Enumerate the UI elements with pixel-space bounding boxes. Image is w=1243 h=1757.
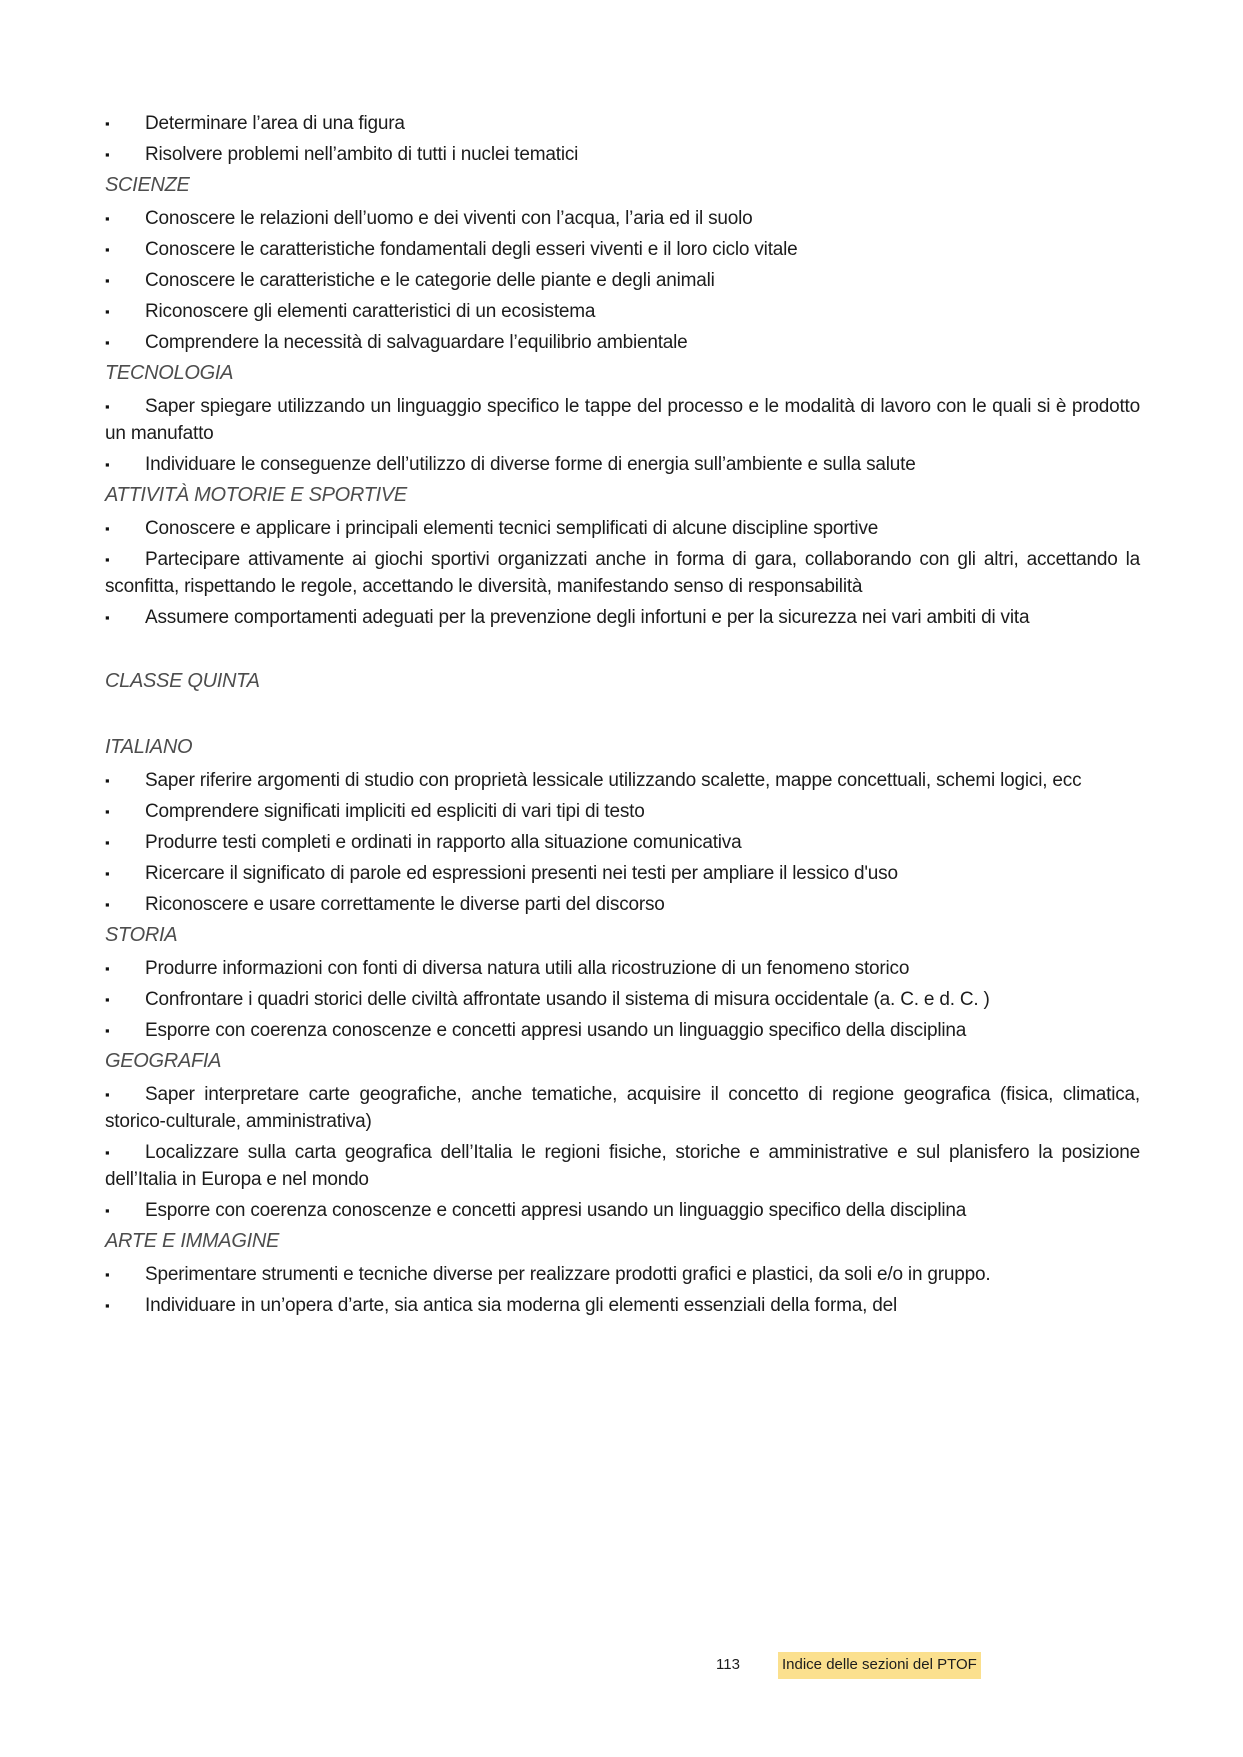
bullet-text: Conoscere e applicare i principali elementi tecnici semplificati di alcune discipline sportive — [145, 518, 879, 539]
bullet-text: Conoscere le caratteristiche fondamentali degli esseri viventi e il loro ciclo vitale — [145, 239, 798, 260]
bullet-square-icon: ▪ — [105, 242, 110, 257]
bullet-square-icon: ▪ — [105, 992, 110, 1007]
bullet-item — [105, 1139, 1140, 1193]
page-number: 113 — [716, 1656, 740, 1673]
section-heading: SCIENZE — [105, 174, 190, 196]
bullet-square-icon: ▪ — [105, 804, 110, 819]
bullet-square-icon: ▪ — [105, 147, 110, 162]
section-heading: GEOGRAFIA — [105, 1050, 222, 1072]
bullet-item — [105, 604, 1140, 631]
bullet-square-icon: ▪ — [105, 273, 110, 288]
ptof-index-link[interactable]: Indice delle sezioni del PTOF — [778, 1652, 981, 1679]
bullet-square-icon: ▪ — [105, 521, 110, 536]
bullet-text: Comprendere la necessità di salvaguardare l’equilibrio ambientale — [145, 332, 688, 353]
bullet-item — [105, 267, 1140, 294]
bullet-square-icon: ▪ — [105, 211, 110, 226]
bullet-square-icon: ▪ — [105, 1087, 110, 1102]
bullet-text: Risolvere problemi nell’ambito di tutti i nuclei tematici — [145, 144, 579, 165]
bullet-square-icon: ▪ — [105, 866, 110, 881]
bullet-text: Produrre informazioni con fonti di diversa natura utili alla ricostruzione di un fenomeno storico — [145, 958, 910, 979]
bullet-text: Assumere comportamenti adeguati per la prevenzione degli infortuni e per la sicurezza nei vari ambiti di vita — [145, 607, 1030, 628]
document-body — [105, 110, 1140, 1323]
bullet-text: Partecipare attivamente ai giochi sportivi organizzati anche in forma di gara, collaborando con gli altri, accettando la sconfitta, rispettando le regole, accettando le diversità, manifestando senso di responsabilità — [105, 549, 1140, 597]
bullet-square-icon: ▪ — [105, 961, 110, 976]
bullet-text: Ricercare il significato di parole ed espressioni presenti nei testi per ampliare il lessico d'uso — [145, 863, 898, 884]
bullet-item — [105, 393, 1140, 447]
bullet-text: Saper riferire argomenti di studio con proprietà lessicale utilizzando scalette, mappe concettuali, schemi logici, ecc — [145, 770, 1082, 791]
bullet-square-icon: ▪ — [105, 304, 110, 319]
bullet-text: Riconoscere e usare correttamente le diverse parti del discorso — [145, 894, 665, 915]
bullet-item — [105, 955, 1140, 982]
vertical-spacer — [105, 635, 1140, 665]
bullet-item — [105, 298, 1140, 325]
bullet-text: Conoscere le caratteristiche e le categorie delle piante e degli animali — [145, 270, 715, 291]
bullet-item — [105, 515, 1140, 542]
section-heading: ITALIANO — [105, 736, 193, 758]
bullet-square-icon: ▪ — [105, 457, 110, 472]
section-heading: STORIA — [105, 924, 178, 946]
bullet-item — [105, 205, 1140, 232]
section-heading: ARTE E IMMAGINE — [105, 1230, 280, 1252]
bullet-item — [105, 1017, 1140, 1044]
bullet-square-icon: ▪ — [105, 835, 110, 850]
bullet-square-icon: ▪ — [105, 1267, 110, 1282]
bullet-square-icon: ▪ — [105, 897, 110, 912]
bullet-item — [105, 767, 1140, 794]
bullet-item — [105, 329, 1140, 356]
section-heading: CLASSE QUINTA — [105, 670, 260, 692]
bullet-item — [105, 110, 1140, 137]
bullet-text: Conoscere le relazioni dell’uomo e dei viventi con l’acqua, l’aria ed il suolo — [145, 208, 753, 229]
bullet-item — [105, 546, 1140, 600]
bullet-square-icon: ▪ — [105, 1145, 110, 1160]
bullet-square-icon: ▪ — [105, 399, 110, 414]
bullet-item — [105, 236, 1140, 263]
bullet-square-icon: ▪ — [105, 1203, 110, 1218]
bullet-text: Comprendere significati impliciti ed espliciti di vari tipi di testo — [145, 801, 645, 822]
bullet-text: Sperimentare strumenti e tecniche diverse per realizzare prodotti grafici e plastici, da soli e/o in gruppo. — [145, 1264, 991, 1285]
bullet-item — [105, 891, 1140, 918]
vertical-spacer — [105, 701, 1140, 731]
bullet-square-icon: ▪ — [105, 116, 110, 131]
bullet-item — [105, 141, 1140, 168]
bullet-square-icon: ▪ — [105, 773, 110, 788]
bullet-text: Produrre testi completi e ordinati in rapporto alla situazione comunicativa — [145, 832, 742, 853]
bullet-text: Confrontare i quadri storici delle civiltà affrontate usando il sistema di misura occidentale (a. C. e d. C. ) — [145, 989, 990, 1010]
section-heading: TECNOLOGIA — [105, 362, 234, 384]
bullet-item — [105, 1197, 1140, 1224]
bullet-text: Saper spiegare utilizzando un linguaggio specifico le tappe del processo e le modalità di lavoro con le quali si è prodotto un manufatto — [105, 396, 1140, 444]
section-heading: ATTIVITÀ MOTORIE E SPORTIVE — [105, 484, 407, 506]
bullet-item — [105, 798, 1140, 825]
bullet-square-icon: ▪ — [105, 552, 110, 567]
bullet-item — [105, 860, 1140, 887]
bullet-item — [105, 451, 1140, 478]
bullet-item — [105, 986, 1140, 1013]
bullet-text: Localizzare sulla carta geografica dell’Italia le regioni fisiche, storiche e amministrative e sul planisfero la posizione dell’Italia in Europa e nel mondo — [105, 1142, 1140, 1190]
bullet-square-icon: ▪ — [105, 610, 110, 625]
bullet-item — [105, 1261, 1140, 1288]
bullet-text: Riconoscere gli elementi caratteristici di un ecosistema — [145, 301, 596, 322]
bullet-text: Esporre con coerenza conoscenze e concetti appresi usando un linguaggio specifico della disciplina — [145, 1200, 967, 1221]
bullet-text: Determinare l’area di una figura — [145, 113, 405, 134]
bullet-item — [105, 1081, 1140, 1135]
bullet-square-icon: ▪ — [105, 1298, 110, 1313]
bullet-item — [105, 829, 1140, 856]
bullet-text: Esporre con coerenza conoscenze e concetti appresi usando un linguaggio specifico della disciplina — [145, 1020, 967, 1041]
bullet-square-icon: ▪ — [105, 335, 110, 350]
bullet-text: Individuare le conseguenze dell’utilizzo di diverse forme di energia sull’ambiente e sulla salute — [145, 454, 916, 475]
bullet-item — [105, 1292, 1140, 1319]
bullet-text: Individuare in un’opera d’arte, sia antica sia moderna gli elementi essenziali della forma, del — [145, 1295, 897, 1316]
bullet-square-icon: ▪ — [105, 1023, 110, 1038]
bullet-text: Saper interpretare carte geografiche, anche tematiche, acquisire il concetto di regione geografica (fisica, climatica, storico-culturale, amministrativa) — [105, 1084, 1140, 1132]
